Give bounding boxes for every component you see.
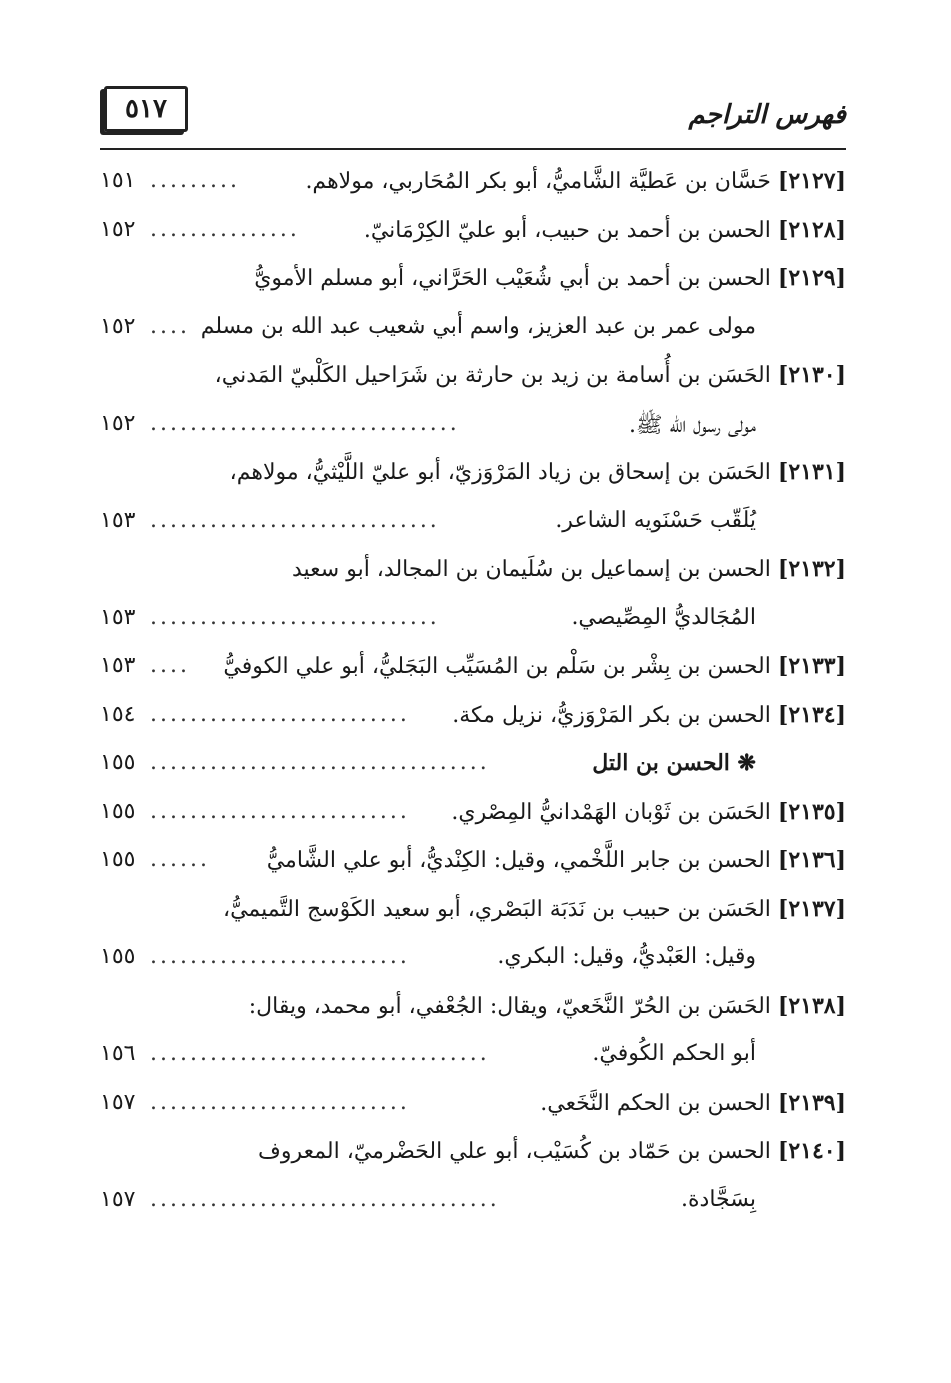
dot-leader: .......................... [150,944,410,969]
entry-text [305,168,846,194]
entry-number: [٢١٤٠] [777,1138,846,1164]
entry-name: وقيل: العَبْديُّ، وقيل: البكري. [497,944,756,969]
index-entry-line [100,742,846,791]
index-entry-line [100,451,846,500]
entry-number: [٢١٣٨] [777,992,846,1019]
index-entry-line [100,839,846,888]
entry-number: [٢١٣٥] [777,798,846,825]
entry-text [201,314,756,339]
page-number-box [104,86,188,132]
entry-name: ❋ الحسن بن التل [592,750,756,776]
entry-page-number: ١٥٧ [100,1186,136,1212]
dot-leader: ......... [150,168,240,193]
index-entry-line [100,403,846,452]
dot-leader: ................................... [150,1186,500,1212]
dot-leader: ............................... [150,410,460,436]
entry-page-number: ١٥٢ [100,313,136,339]
entry-name: مولى عمر بن عبد العزيز، واسم أبي شعيب عبد الله بن مسلم [200,313,756,339]
entry-text [592,1041,756,1066]
entry-text [629,411,756,443]
dot-leader: ............................. [150,604,440,630]
index-entry-line [100,1179,846,1228]
entry-text [364,217,846,243]
entry-name: بِسَجَّادة. [681,1186,756,1212]
dot-leader: ............... [150,216,300,242]
entry-number: [٢١٣١] [777,459,846,485]
entry-page-number: ١٥٤ [100,701,136,727]
entry-name: الحسن بن أحمد بن حبيب، أبو عليّ الكِرْمَانيّ. [363,217,771,243]
entry-name: الحَسَن بن أُسامة بن زيد بن حارثة بن شَرَاحيل الكَلْبيّ المَدني، [214,363,771,388]
dot-leader: .... [150,313,190,339]
index-entry-line [100,160,846,209]
dot-leader: ...... [150,847,210,872]
page-header [100,82,846,150]
index-entry-line [100,694,846,743]
entry-number: [٢١٣٣] [777,653,846,679]
entry-text [681,1187,756,1212]
entry-name: الحَسَن بن الحُرّ النَّخَعيّ، ويقال: الجُعْفي، أبو محمد، ويقال: [248,993,771,1019]
index-entry-line [100,548,846,597]
entry-text [223,653,846,679]
entry-name: يُلَقّب حَسْنَويه الشاعر. [555,507,756,533]
dot-leader: .......................... [150,1089,410,1115]
entry-text [215,362,846,388]
entry-name: الحَسَن بن إسحاق بن زياد المَرْوَزيّ، أبو عليّ اللَّيْثيُّ، مولاهم، [229,460,771,485]
entry-name: الحسن بن بِشْر بن سَلْم بن المُسَيِّب البَجَليُّ، أبو علي الكوفيُّ [223,654,771,679]
entry-name: الحسن بن بكر المَرْوَزيُّ، نزيل مكة. [452,702,771,728]
entry-number: [٢١٢٨] [777,216,846,243]
entry-text [223,896,846,922]
entry-text [592,750,756,776]
index-entry-line [100,209,846,258]
entry-number: [٢١٢٧] [777,168,846,194]
entry-text [258,1138,846,1164]
dot-leader: .... [150,653,190,678]
entry-text [555,508,756,533]
entry-name: الحسن بن أحمد بن أبي شُعَيْب الحَرَّاني، أبو مسلم الأمويُّ [254,266,771,291]
index-entry-line [100,597,846,646]
entry-page-number: ١٥٥ [100,944,136,969]
index-entry-line [100,985,846,1034]
entry-number: [٢١٣٧] [777,895,846,922]
index-entry-line [100,791,846,840]
entry-text [254,265,846,291]
index-entry-line [100,354,846,403]
dot-leader: ............................. [150,507,440,533]
dot-leader: .......................... [150,798,410,824]
index-entry-line [100,500,846,549]
entry-text [452,702,846,728]
index-entry-line [100,1130,846,1179]
entry-number: [٢١٣٤] [777,701,846,728]
entry-page-number: ١٥٥ [100,798,136,824]
entry-page-number: ١٥٢ [100,410,136,436]
entry-name: حَسَّان بن عَطيَّة الشَّاميُّ، أبو بكر المُحَاربي، مولاهم. [305,169,771,194]
dot-leader: .......................... [150,701,410,727]
index-entry-line [100,936,846,985]
entry-text [292,556,846,582]
entry-page-number: ١٥٥ [100,750,136,775]
entry-name: المُجَالديُّ المِصِّيصي. [571,604,756,630]
index-entry-line [100,257,846,306]
entry-name: الحسن بن حَمّاد بن كُسَيْب، أبو علي الحَضْرميّ، المعروف [258,1139,771,1164]
entry-number: [٢١٣٠] [777,362,846,388]
entry-name: مولى رسول الله ﷺ. [629,412,756,438]
entry-name: أبو الحكم الكُوفيّ. [592,1041,756,1066]
index-entries [100,160,846,1227]
entry-text [497,944,756,969]
entry-text [267,847,846,873]
index-entry-line [100,645,846,694]
entry-page-number: ١٥١ [100,168,136,193]
entry-name: الحسن بن جابر اللَّخْمي، وقيل: الكِنْديُّ، أبو علي الشَّاميُّ [266,848,771,873]
entry-text [451,799,846,825]
entry-number: [٢١٣٦] [777,847,846,873]
index-entry-line [100,306,846,355]
index-entry-line [100,1082,846,1131]
entry-number: [٢١٣٩] [777,1089,846,1116]
page-number: ٥١٧ [125,94,167,124]
dot-leader: .................................. [150,1041,490,1066]
entry-number: [٢١٣٢] [777,556,846,582]
entry-page-number: ١٥٢ [100,216,136,242]
entry-number: [٢١٢٩] [777,265,846,291]
entry-page-number: ١٥٧ [100,1089,136,1115]
entry-page-number: ١٥٥ [100,847,136,872]
entry-text [540,1090,846,1116]
entry-name: الحَسَن بن حبيب بن نَدَبَة البَصْري، أبو سعيد الكَوْسج التَّميميُّ، [222,896,771,922]
entry-page-number: ١٥٦ [100,1041,136,1066]
header-rule [100,148,846,150]
entry-text [230,459,846,485]
entry-page-number: ١٥٣ [100,653,136,678]
entry-name: الحسن بن إسماعيل بن سُلَيمان بن المجالد، أبو سعيد [291,557,771,582]
index-entry-line [100,1033,846,1082]
entry-page-number: ١٥٣ [100,507,136,533]
index-entry-line [100,888,846,937]
entry-text [571,605,756,630]
entry-name: الحَسَن بن ثَوْبان الهَمْدانيُّ المِصْري. [451,799,771,825]
entry-name: الحسن بن الحكم النَّخَعي. [540,1090,771,1116]
page-title: فهرس التراجم [688,100,846,130]
entry-text [249,993,846,1019]
dot-leader: .................................. [150,750,490,775]
entry-page-number: ١٥٣ [100,604,136,630]
